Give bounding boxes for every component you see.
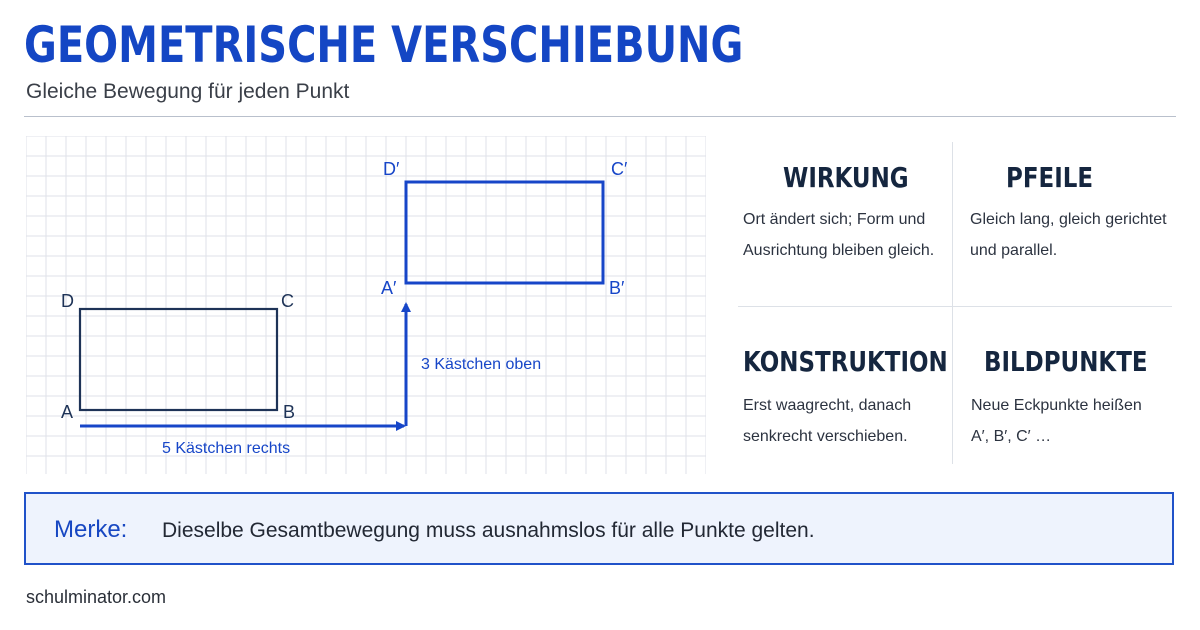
wirkung-text xyxy=(743,204,934,266)
label-a: A xyxy=(61,402,74,422)
shift-up-label: 3 Kästchen oben xyxy=(421,356,542,373)
bildpunkte-title: BILDPUNKTE xyxy=(984,345,1148,378)
label-d-prime: D′ xyxy=(383,159,400,179)
wirkung-line-1: Ort ändert sich; Form und xyxy=(743,211,926,228)
label-b: B xyxy=(283,402,296,422)
bildpunkte-text xyxy=(971,390,1142,452)
bildpunkte-line-1: Neue Eckpunkte heißen xyxy=(971,397,1142,414)
konstruktion-line-2: senkrecht verschieben. xyxy=(743,428,908,445)
bildpunkte-line-2: A′, B′, C′ … xyxy=(971,428,1052,445)
wirkung-title: WIRKUNG xyxy=(783,161,909,194)
konstruktion-line-1: Erst waagrecht, danach xyxy=(743,397,912,414)
label-d: D xyxy=(61,291,74,311)
label-b-prime: B′ xyxy=(609,278,625,298)
label-c-prime: C′ xyxy=(611,159,628,179)
translation-diagram xyxy=(26,136,706,474)
pfeile-text xyxy=(970,204,1167,266)
info-row-divider xyxy=(738,306,1172,307)
label-c: C xyxy=(281,291,294,311)
pfeile-title: PFEILE xyxy=(1006,161,1094,194)
konstruktion-title: KONSTRUKTION xyxy=(743,345,948,378)
pfeile-line-1: Gleich lang, gleich gerichtet xyxy=(970,211,1167,228)
page-subtitle: Gleiche Bewegung für jeden Punkt xyxy=(26,80,350,103)
merke-text: Dieselbe Gesamtbewegung muss ausnahmslos für alle Punkte gelten. xyxy=(162,519,815,542)
header-divider xyxy=(24,116,1176,117)
footer-site: schulminator.com xyxy=(26,587,167,607)
label-a-prime: A′ xyxy=(381,278,397,298)
wirkung-line-2: Ausrichtung bleiben gleich. xyxy=(743,242,935,259)
pfeile-line-2: und parallel. xyxy=(970,242,1058,259)
merke-label: Merke: xyxy=(54,516,128,543)
konstruktion-text xyxy=(743,390,911,452)
original-rectangle xyxy=(80,309,277,410)
page-title: GEOMETRISCHE VERSCHIEBUNG xyxy=(24,16,744,74)
info-column-divider xyxy=(952,142,953,464)
merke-box xyxy=(24,492,1174,565)
shift-right-label: 5 Kästchen rechts xyxy=(162,440,291,457)
image-rectangle xyxy=(406,182,603,283)
